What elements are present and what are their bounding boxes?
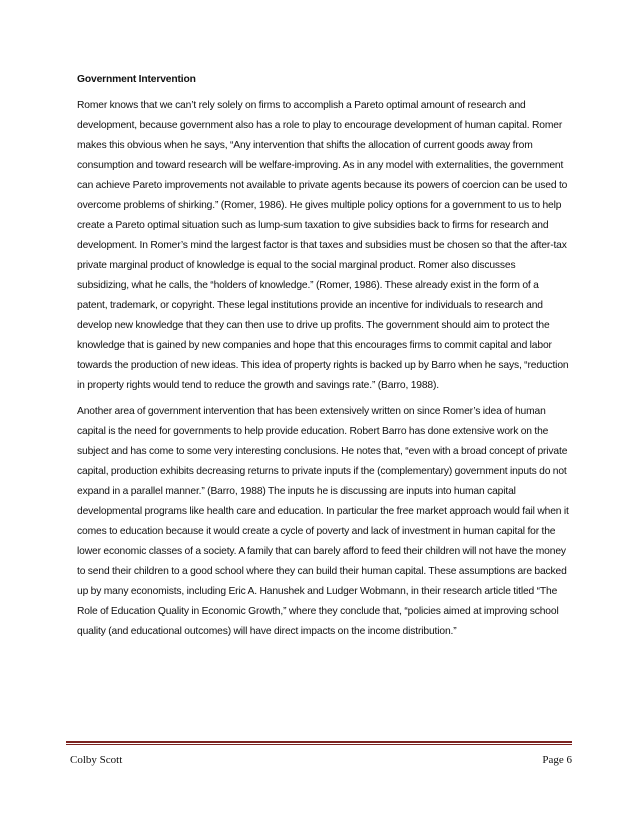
section-heading: Government Intervention xyxy=(77,74,196,85)
footer-page-number: Page 6 xyxy=(542,754,572,766)
paragraph-2: Another area of government intervention that has been extensively written on since Romer’s idea of human capital is the need for governments to help provide education. Robert Barro has done extensive work on the subject and has come to some very interesting conclusions. He notes that, “even with a broad concept of private capital, production exhibits decreasing returns to private inputs if the (complementary) government inputs do not expand in a parallel manner.” (Barro, 1988) The inputs he is discussing are inputs into human capital developmental programs like health care and education. In particular the free market approach would fail when it comes to education because it would create a cycle of poverty and lack of investment in human capital for the lower economic classes of a society. A family that can barely afford to feed their children will not have the money to send their children to a good school where they can build their human capital. These assumptions are backed up by many economists, including Eric A. Hanushek and Ludger Wobmann, in their research article titled “The Role of Education Quality in Economic Growth,” where they conclude that, “policies aimed at improving school quality (and educational outcomes) will have direct impacts on the income distribution.” xyxy=(77,406,569,637)
paragraph-1: Romer knows that we can’t rely solely on firms to accomplish a Pareto optimal amount of research and development, because government also has a role to play to encourage development of human capital. Romer makes this obvious when he says, “Any intervention that shifts the allocation of current goods away from consumption and toward research will be welfare-improving. As in any model with externalities, the government can achieve Pareto improvements not available to private agents because its powers of coercion can be used to overcome problems of shirking.” (Romer, 1986). He gives multiple policy options for a government to us to help create a Pareto optimal situation such as lump-sum taxation to give subsidies back to firms for research and development. In Romer’s mind the largest factor is that taxes and subsidies must be chosen so that the after-tax private marginal product of knowledge is equal to the social marginal product. Romer also discusses subsidizing, what he calls, the “holders of knowledge.” (Romer, 1986). These already exist in the form of a patent, trademark, or copyright. These legal institutions provide an incentive for individuals to research and develop new knowledge that they can then use to drive up profits. The government should aim to protect the knowledge that is gained by new companies and hope that this encourages firms to commit capital and labor towards the production of new ideas. This idea of property rights is backed up by Barro when he says, “reduction in property rights would tend to reduce the growth and savings rate.” (Barro, 1988). xyxy=(77,100,569,391)
footer-author: Colby Scott xyxy=(70,754,123,766)
page-body xyxy=(77,70,569,642)
footer-divider xyxy=(66,741,572,743)
